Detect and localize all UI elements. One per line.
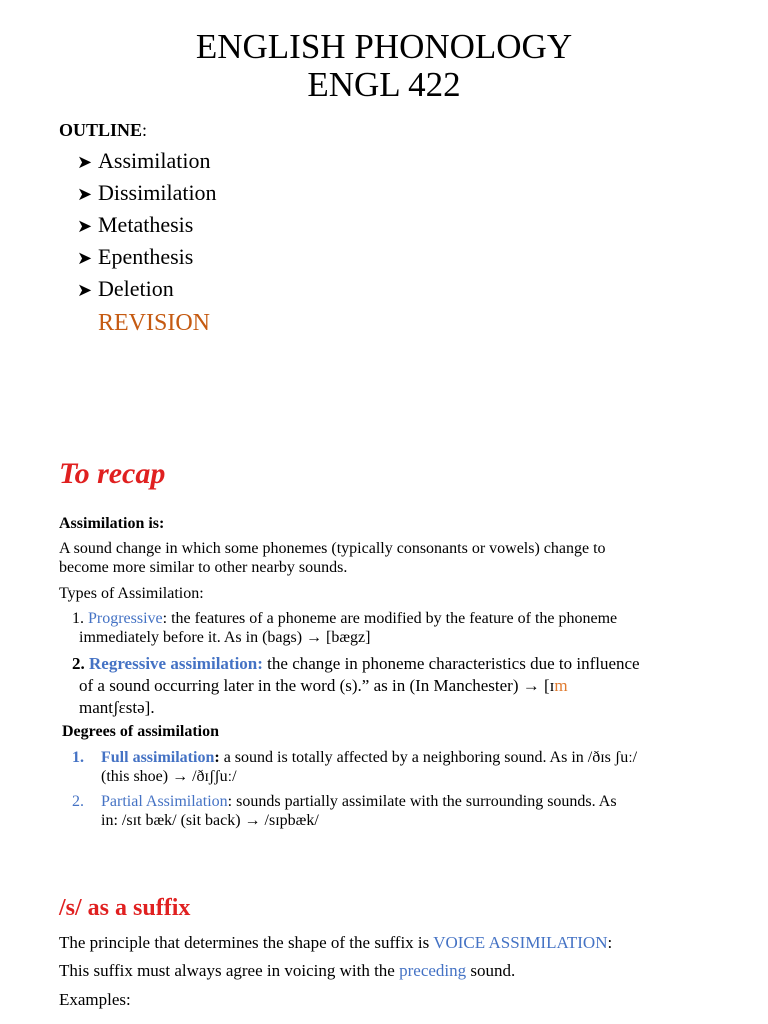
outline-item bbox=[77, 276, 174, 303]
outline-item bbox=[77, 180, 217, 207]
arrow-bullet-icon: ➤ bbox=[77, 152, 93, 172]
full-term: Full assimilation bbox=[101, 749, 215, 766]
outline-item-label: Assimilation bbox=[98, 148, 211, 173]
definition-line-1: A sound change in which some phonemes (typically consonants or vowels) change to bbox=[59, 540, 606, 557]
suffix-text: The principle that determines the shape of the suffix is bbox=[59, 933, 434, 952]
title-line-1: ENGLISH PHONOLOGY bbox=[195, 27, 573, 66]
suffix-text: This suffix must always agree in voicing with the bbox=[59, 961, 400, 980]
partial-text: : sounds partially assimilate with the surrounding sounds. As bbox=[227, 793, 617, 810]
title-line-2: ENGL 422 bbox=[307, 65, 461, 104]
regressive-line-3: mantʃɛstə]. bbox=[79, 698, 155, 717]
regressive-highlight: m bbox=[554, 676, 568, 695]
arrow-bullet-icon: ➤ bbox=[77, 280, 93, 300]
progressive-text: : the features of a phoneme are modified by the feature of the phoneme bbox=[162, 610, 618, 627]
assimilation-label: Assimilation is: bbox=[59, 515, 165, 532]
list-number: 1. bbox=[72, 749, 84, 766]
outline-item bbox=[77, 212, 193, 239]
outline-item-label: Deletion bbox=[98, 276, 174, 301]
progressive-line-1 bbox=[72, 609, 617, 628]
voice-assimilation-term: VOICE ASSIMILATION bbox=[433, 933, 608, 952]
partial-term: Partial Assimilation bbox=[101, 793, 228, 810]
suffix-heading: /s/ as a suffix bbox=[59, 895, 191, 921]
list-number: 2. bbox=[72, 793, 84, 810]
list-number: 1. bbox=[72, 610, 84, 627]
outline-item-label: Metathesis bbox=[98, 212, 194, 237]
suffix-paragraph-1 bbox=[59, 933, 612, 953]
regressive-line-1 bbox=[72, 653, 640, 675]
suffix-colon: : bbox=[607, 933, 613, 952]
outline-label bbox=[59, 120, 147, 141]
outline-item-label: Dissimilation bbox=[98, 180, 217, 205]
outline-item-label: Epenthesis bbox=[98, 244, 194, 269]
suffix-text-end: sound. bbox=[466, 961, 516, 980]
outline-item bbox=[77, 244, 193, 271]
full-text: a sound is totally affected by a neighboring sound. As in /ðɪs ʃuː/ bbox=[219, 749, 638, 766]
types-label: Types of Assimilation: bbox=[59, 585, 204, 602]
recap-heading: To recap bbox=[59, 457, 166, 490]
partial-line-1 bbox=[72, 792, 617, 811]
full-colon: : bbox=[214, 749, 220, 766]
list-number: 2. bbox=[72, 654, 85, 673]
regressive-text-2: of a sound occurring later in the word (s).” as in (In Manchester) → [ɪ bbox=[79, 676, 555, 695]
definition-line-2: become more similar to other nearby sounds. bbox=[59, 559, 348, 576]
outline-label-text: OUTLINE bbox=[59, 120, 143, 140]
progressive-line-2: immediately before it. As in (bags) → [bægz] bbox=[79, 629, 371, 646]
regressive-term: Regressive assimilation: bbox=[89, 654, 263, 673]
full-line-1 bbox=[72, 748, 637, 767]
outline-label-colon: : bbox=[142, 120, 148, 140]
suffix-paragraph-2 bbox=[59, 961, 515, 981]
progressive-term: Progressive bbox=[88, 610, 163, 627]
arrow-bullet-icon: ➤ bbox=[77, 184, 93, 204]
regressive-line-2 bbox=[79, 675, 568, 697]
regressive-text: the change in phoneme characteristics due to influence bbox=[262, 654, 640, 673]
examples-label: Examples: bbox=[59, 990, 131, 1009]
partial-line-2: in: /sɪt bæk/ (sit back) → /sɪpbæk/ bbox=[101, 812, 319, 829]
outline-item bbox=[77, 148, 210, 175]
preceding-term: preceding bbox=[399, 961, 467, 980]
revision-label: REVISION bbox=[98, 310, 210, 336]
arrow-bullet-icon: ➤ bbox=[77, 248, 93, 268]
arrow-bullet-icon: ➤ bbox=[77, 216, 93, 236]
full-line-2: (this shoe) → /ðɪʃʃuː/ bbox=[101, 768, 237, 785]
degrees-label: Degrees of assimilation bbox=[62, 723, 220, 740]
